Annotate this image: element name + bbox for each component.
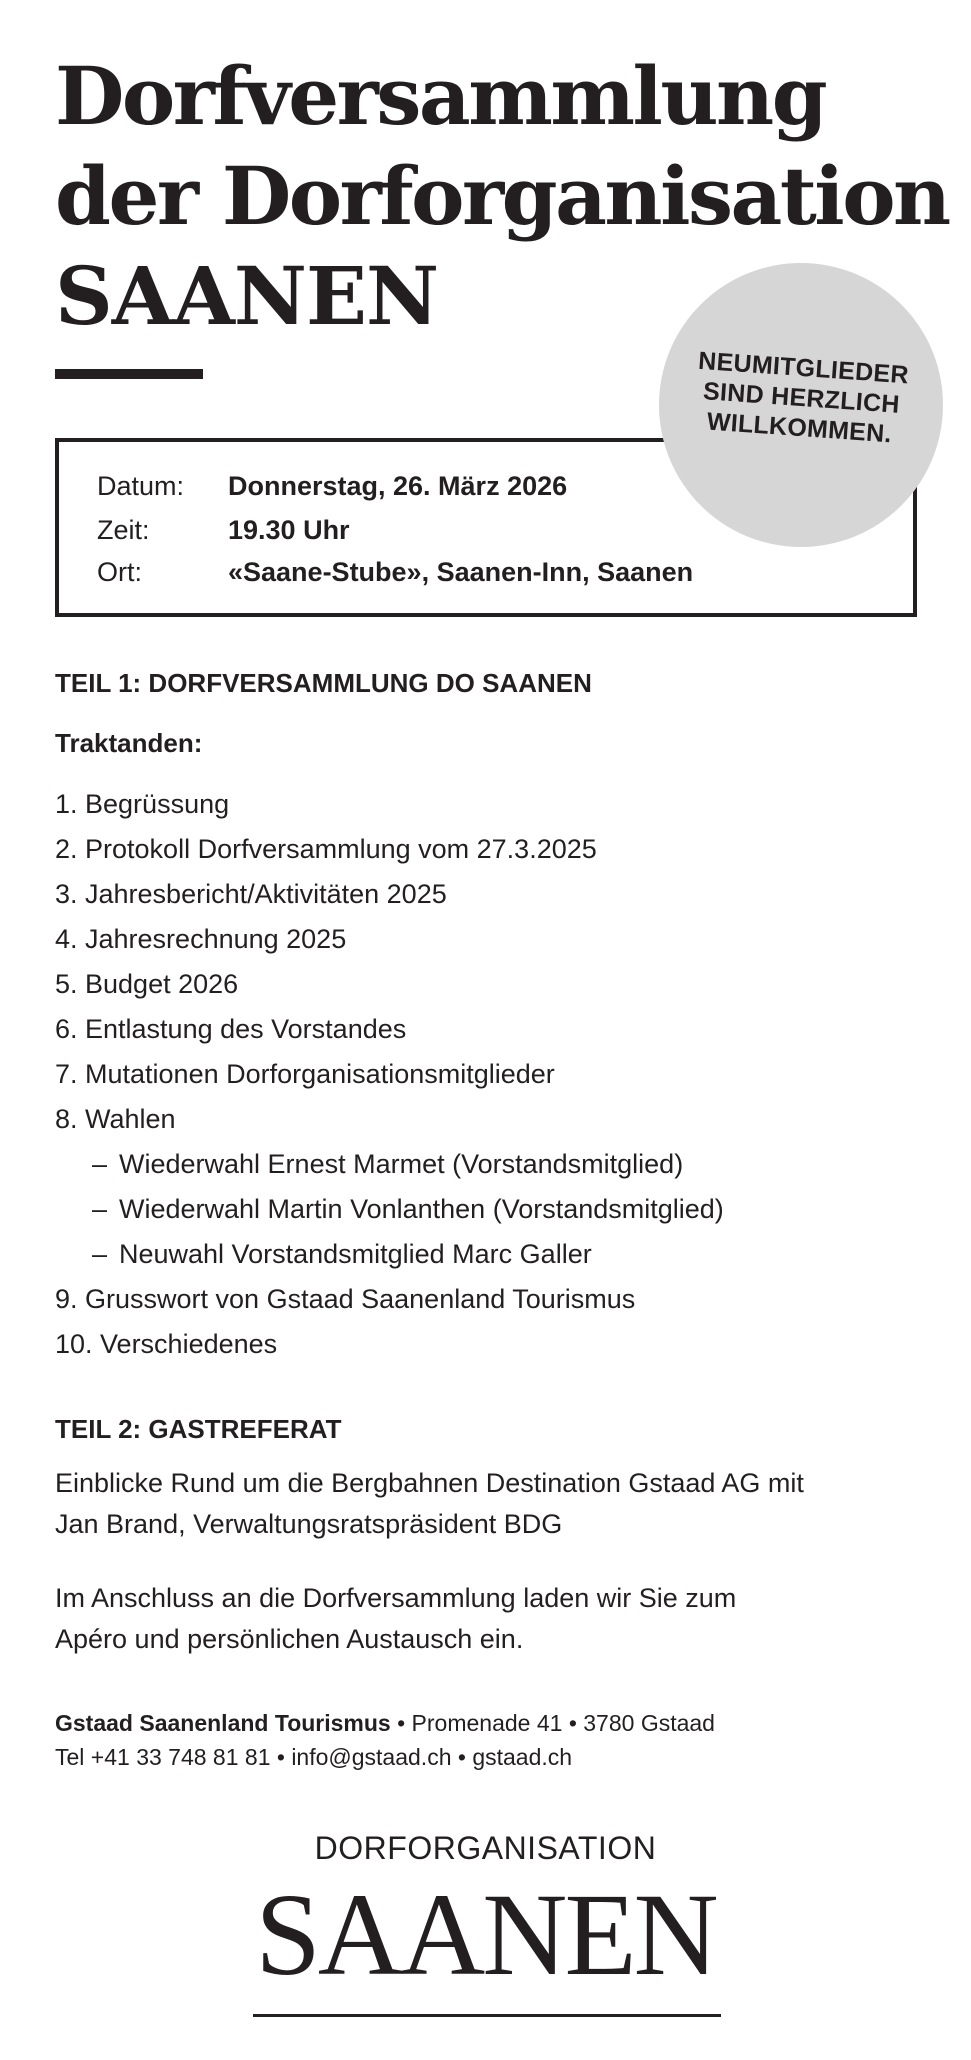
part1-heading: TEIL 1: DORFVERSAMMLUNG DO SAANEN (55, 668, 592, 698)
badge-text (693, 346, 910, 450)
agenda-item: 3. Jahresbericht/Aktivitäten 2025 (55, 879, 447, 909)
guest-talk-description (55, 1463, 804, 1545)
agenda-item: 10. Verschiedenes (55, 1329, 278, 1359)
organizer-address: • Promenade 41 • 3780 Gstaad (390, 1710, 715, 1736)
description-line-1: Einblicke Rund um die Bergbahnen Destination Gstaad AG mit (55, 1468, 804, 1498)
agenda-item: 1. Begrüssung (55, 789, 230, 819)
welcome-badge (659, 263, 943, 547)
contact-footer (55, 1706, 715, 1774)
badge-line-1: NEUMITGLIEDER (696, 346, 910, 390)
agenda-item: 6. Entlastung des Vorstandes (55, 1014, 407, 1044)
dash-icon: – (92, 1194, 108, 1224)
description-line-2: Jan Brand, Verwaltungsratspräsident BDG (55, 1509, 563, 1539)
agenda-item: 7. Mutationen Dorforganisationsmitglieder (55, 1059, 555, 1089)
title-divider (55, 369, 203, 379)
apero-invitation (55, 1578, 736, 1660)
organizer-name: Gstaad Saanenland Tourismus (55, 1710, 391, 1736)
location-label: Ort: (97, 557, 142, 587)
date-value: Donnerstag, 26. März 2026 (228, 471, 568, 501)
agenda-heading: Traktanden: (55, 728, 203, 758)
agenda-subitem (55, 1232, 724, 1277)
agenda-subitem-text: Neuwahl Vorstandsmitglied Marc Galler (119, 1239, 592, 1269)
logo-underline (253, 2014, 721, 2017)
logo-subtitle: DORFORGANISATION (314, 1830, 657, 1866)
title-line-2: der Dorforganisation (55, 149, 949, 243)
agenda-item: 2. Protokoll Dorfversammlung vom 27.3.2025 (55, 834, 597, 864)
agenda-subitem-text: Wiederwahl Martin Vonlanthen (Vorstandsmitglied) (119, 1194, 724, 1224)
footer-address-line (55, 1706, 715, 1740)
time-value: 19.30 Uhr (228, 515, 350, 545)
footer-contact-line[interactable]: Tel +41 33 748 81 81 • info@gstaad.ch • gstaad.ch (55, 1744, 573, 1770)
agenda-list (55, 782, 724, 1367)
location-value: «Saane-Stube», Saanen-Inn, Saanen (228, 557, 694, 587)
title-line-1: Dorfversammlung (55, 49, 826, 143)
agenda-item: 9. Grusswort von Gstaad Saanenland Tourismus (55, 1284, 636, 1314)
agenda-subitem (55, 1187, 724, 1232)
badge-line-2: SIND HERZLICH (701, 377, 901, 419)
time-label: Zeit: (97, 515, 150, 545)
date-label: Datum: (97, 471, 185, 501)
dash-icon: – (92, 1149, 108, 1179)
agenda-subitem (55, 1142, 724, 1187)
part2-heading: TEIL 2: GASTREFERAT (55, 1414, 342, 1444)
title-line-3: SAANEN (55, 249, 439, 343)
invitation-line-1: Im Anschluss an die Dorfversammlung laden wir Sie zum (55, 1583, 737, 1613)
dash-icon: – (92, 1239, 108, 1269)
logo-wordmark: SAANEN (255, 1869, 716, 2000)
badge-line-3: WILLKOMMEN. (705, 407, 893, 449)
agenda-subitem-text: Wiederwahl Ernest Marmet (Vorstandsmitglied) (119, 1149, 684, 1179)
agenda-item: 8. Wahlen (55, 1104, 176, 1134)
agenda-item: 4. Jahresrechnung 2025 (55, 924, 347, 954)
agenda-item: 5. Budget 2026 (55, 969, 239, 999)
invitation-line-2: Apéro und persönlichen Austausch ein. (55, 1624, 524, 1654)
